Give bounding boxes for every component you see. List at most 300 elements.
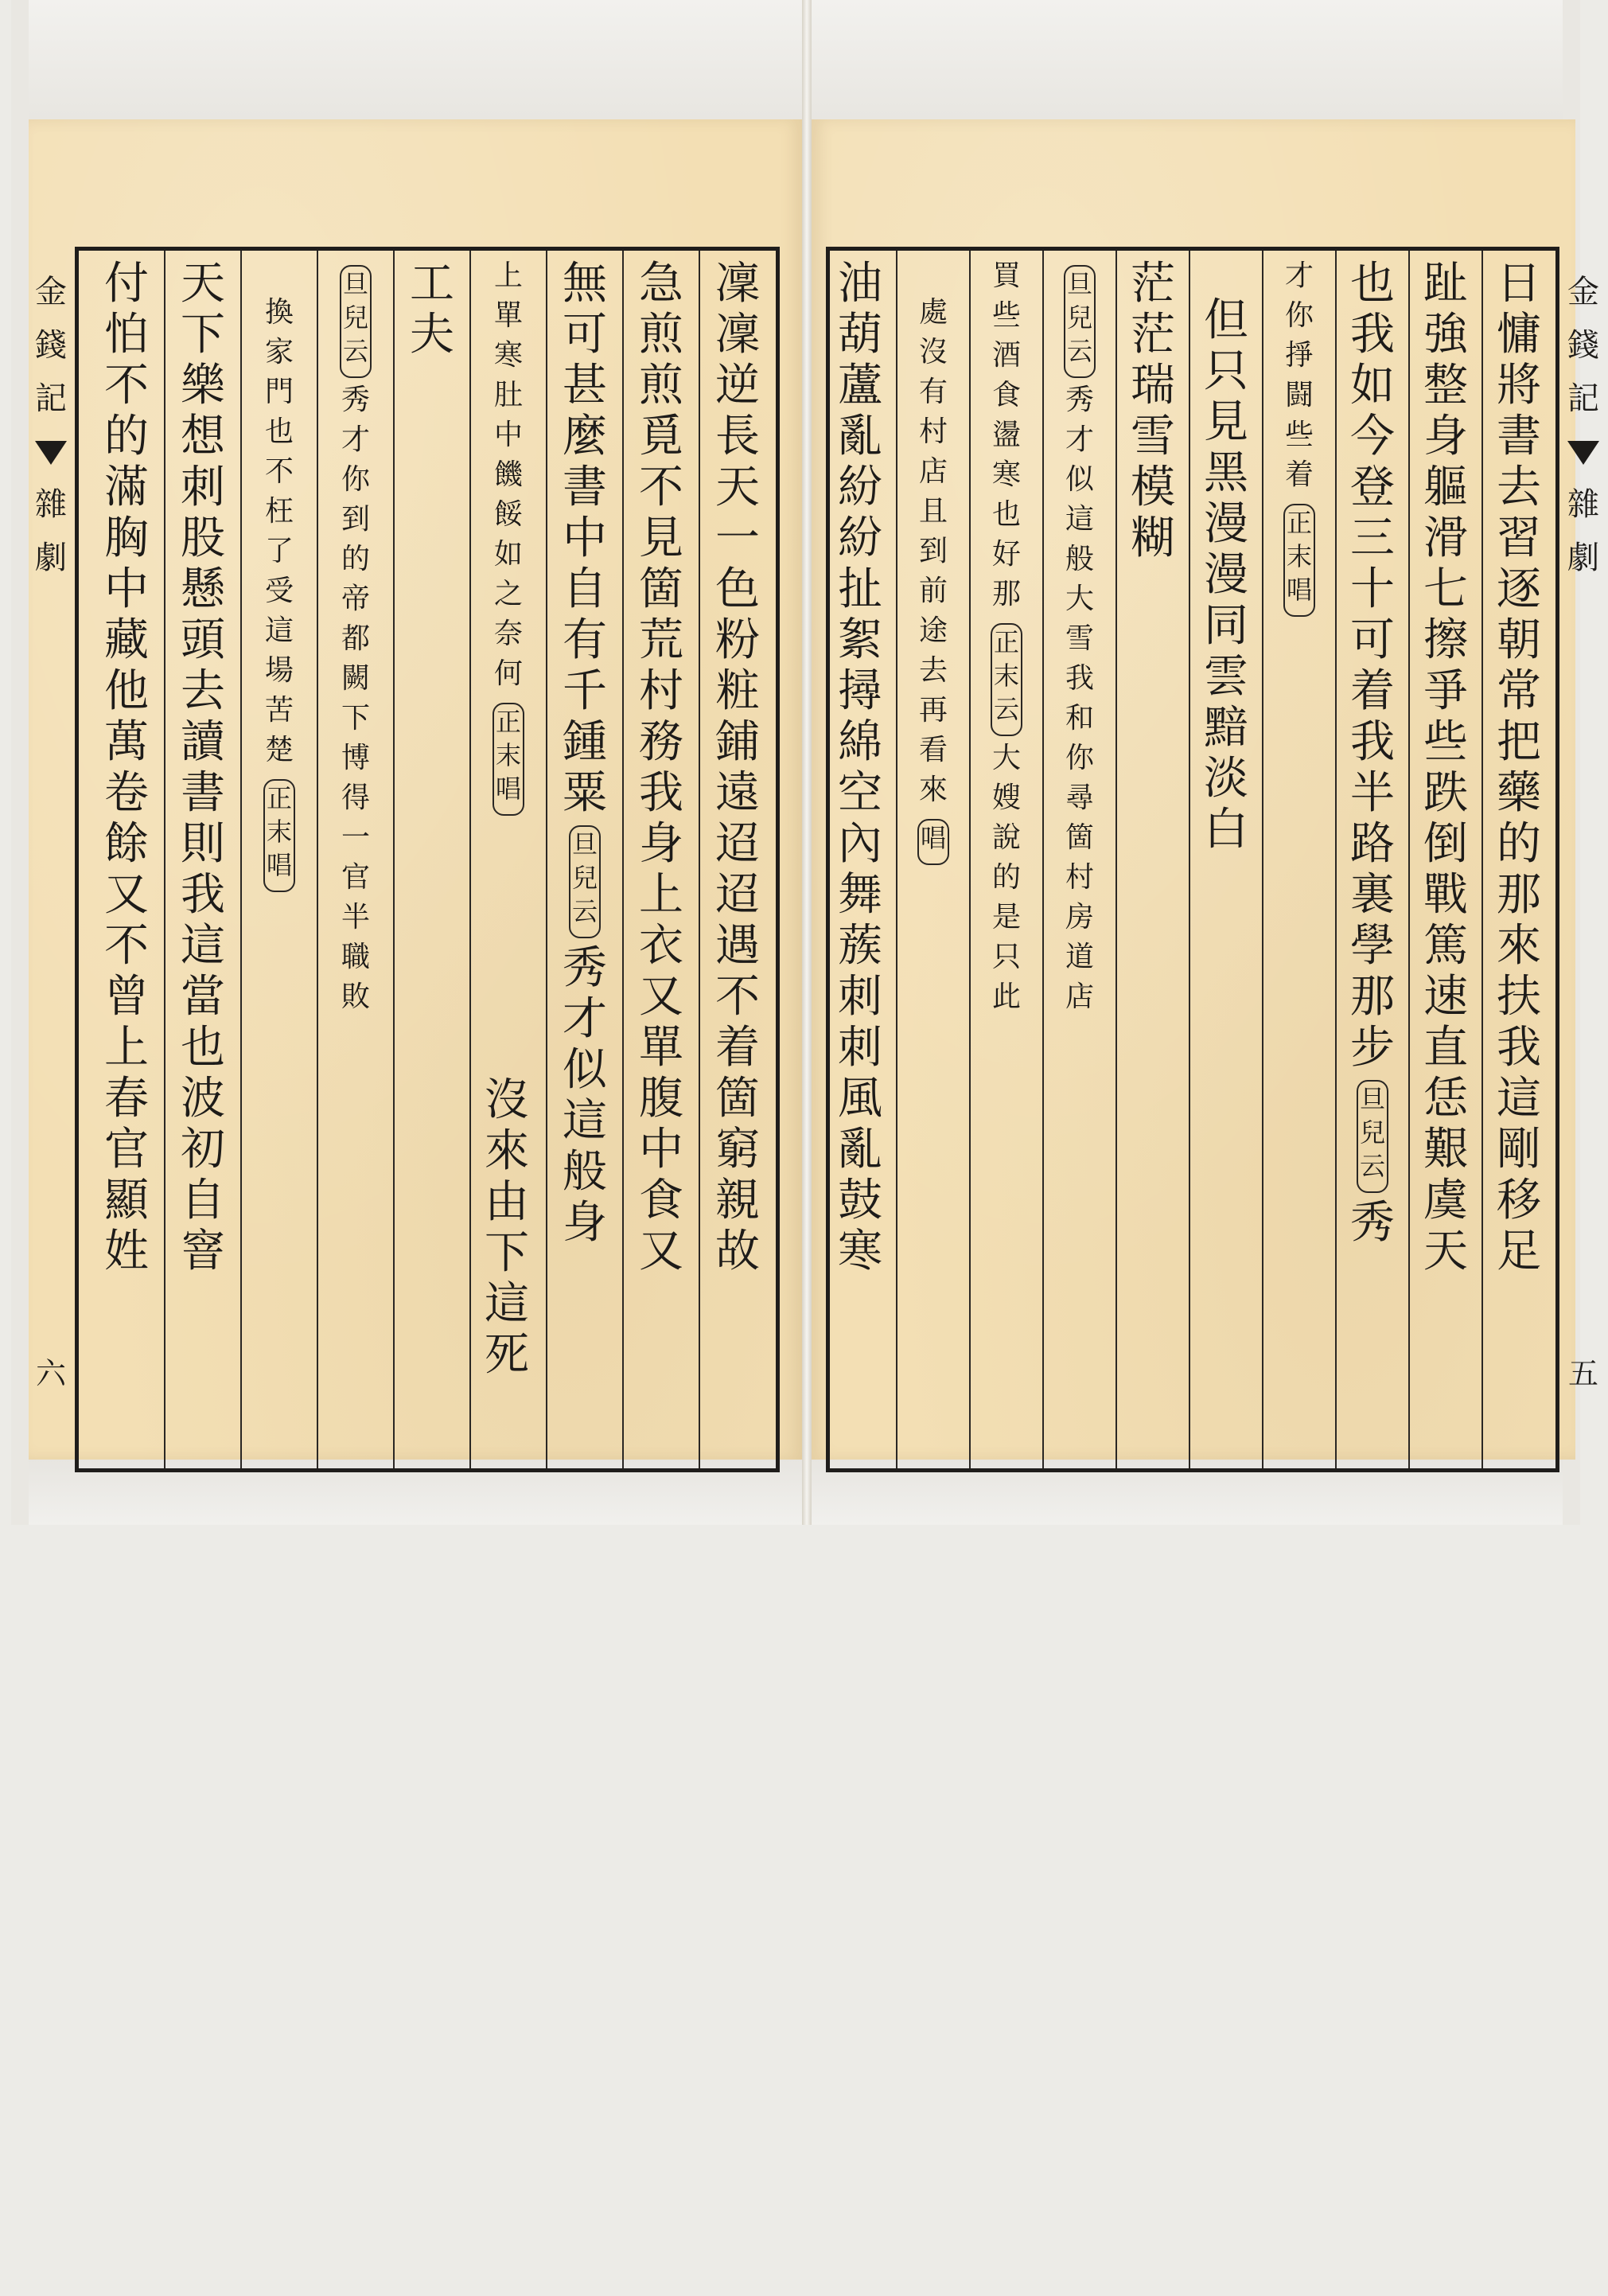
glyph: 也 (181, 1022, 225, 1074)
glyph: 金 (35, 274, 67, 310)
glyph: 鋪 (715, 716, 760, 768)
glyph: 書 (1497, 411, 1541, 462)
glyph: 篤 (1423, 920, 1468, 972)
glyph: 當 (181, 971, 225, 1023)
glyph: 此 (991, 980, 1021, 1013)
glyph: 正 (495, 707, 521, 737)
glyph: 刺 (838, 1022, 882, 1074)
glyph: 白 (1204, 804, 1248, 856)
glyph: 有 (918, 376, 948, 408)
glyph: 酒 (991, 339, 1021, 372)
glyph: 登 (1350, 462, 1395, 513)
glyph: 不 (104, 920, 149, 972)
glyph: 般 (1065, 543, 1094, 575)
glyph: 買 (991, 259, 1021, 292)
glyph: 上 (639, 869, 683, 921)
glyph: 寒 (991, 458, 1021, 491)
folio-number: 六 (35, 1356, 66, 1391)
glyph: 那 (1350, 971, 1395, 1023)
text-column (547, 251, 623, 1479)
glyph: 直 (1423, 1022, 1468, 1074)
glyph: 則 (181, 818, 225, 870)
glyph: 職 (341, 941, 370, 973)
glyph: 店 (918, 455, 948, 488)
text-column (699, 251, 776, 1479)
glyph: 身 (1423, 411, 1468, 462)
glyph: 這 (1497, 1073, 1541, 1125)
glyph: 這 (563, 1095, 607, 1147)
glyph: 我 (1065, 662, 1094, 695)
fishtail-mark-icon (35, 441, 67, 465)
right-text-frame (826, 247, 1599, 1472)
glyph: 旦 (1359, 1084, 1385, 1114)
glyph: 十 (1350, 563, 1395, 615)
glyph: 般 (563, 1146, 607, 1198)
glyph: 他 (104, 665, 149, 717)
glyph: 戰 (1423, 869, 1468, 921)
glyph: 舞 (838, 869, 882, 921)
glyph: 大 (991, 742, 1021, 774)
glyph: 村 (639, 665, 683, 717)
glyph: 才 (1284, 259, 1314, 292)
glyph: 鍾 (563, 716, 607, 768)
glyph: 如 (493, 538, 523, 571)
glyph: 苦 (264, 694, 294, 727)
glyph: 逆 (715, 360, 760, 411)
glyph: 不 (715, 971, 760, 1023)
glyph: 逐 (1497, 563, 1541, 615)
glyph: 的 (341, 543, 370, 575)
glyph: 店 (1065, 980, 1094, 1013)
glyph: 黑 (1204, 447, 1248, 499)
glyph: 云 (993, 694, 1019, 724)
glyph: 波 (181, 1073, 225, 1125)
glyph: 秀 (1350, 1197, 1395, 1249)
glyph: 糊 (1131, 513, 1175, 564)
glyph: 你 (341, 463, 370, 496)
glyph: 了 (264, 535, 294, 567)
glyph: 刺 (181, 462, 225, 513)
glyph: 半 (1350, 767, 1395, 819)
glyph: 些 (991, 299, 1021, 332)
glyph: 下 (485, 1227, 529, 1279)
page-edges-top (29, 0, 1563, 119)
glyph: 之 (493, 578, 523, 610)
text-column (823, 251, 897, 1479)
glyph: 艱 (1423, 1124, 1468, 1175)
glyph: 迢 (715, 818, 760, 870)
glyph: 上 (493, 259, 523, 292)
glyph: 中 (104, 563, 149, 615)
text-column (394, 251, 470, 1479)
glyph: 箇 (1065, 821, 1094, 854)
glyph: 懸 (181, 563, 225, 615)
glyph: 但 (1204, 294, 1248, 346)
glyph: 這 (181, 920, 225, 972)
glyph: 油 (838, 258, 882, 310)
glyph: 卷 (104, 767, 149, 819)
glyph: 去 (918, 654, 948, 687)
role-tag-box (569, 825, 601, 938)
glyph: 死 (485, 1329, 529, 1381)
glyph: 才 (563, 993, 607, 1045)
glyph: 末 (495, 740, 521, 770)
glyph: 秀 (1065, 384, 1094, 416)
glyph: 姓 (104, 1226, 149, 1277)
text-column (1116, 251, 1189, 1479)
glyph: 又 (639, 971, 683, 1023)
glyph: 前 (918, 575, 948, 607)
glyph: 這 (1065, 503, 1094, 536)
glyph: 兒 (571, 863, 598, 893)
glyph: 的 (1497, 818, 1541, 870)
glyph: 工 (410, 258, 454, 310)
glyph: 記 (1567, 380, 1599, 417)
center-heart-column (26, 267, 76, 1468)
glyph: 去 (1497, 462, 1541, 513)
glyph: 天 (1423, 1226, 1468, 1277)
glyph: 也 (991, 498, 1021, 531)
glyph: 正 (1286, 508, 1312, 538)
glyph: 敗 (341, 980, 370, 1013)
role-tag-box (1357, 1080, 1388, 1193)
glyph: 迢 (715, 869, 760, 921)
center-heart-column (1559, 267, 1608, 1468)
glyph: 讀 (181, 716, 225, 768)
left-text-frame (35, 247, 780, 1472)
glyph: 受 (264, 575, 294, 607)
glyph: 又 (639, 1226, 683, 1277)
glyph: 窮 (715, 1124, 760, 1175)
fishtail-mark-icon (1567, 441, 1599, 465)
glyph: 官 (341, 861, 370, 894)
glyph: 腹 (639, 1073, 683, 1125)
glyph: 爭 (1423, 665, 1468, 717)
glyph: 由 (485, 1176, 529, 1228)
glyph: 步 (1350, 1022, 1395, 1074)
glyph: 村 (1065, 861, 1094, 894)
glyph: 茫 (1131, 309, 1175, 361)
glyph: 盪 (991, 419, 1021, 451)
glyph: 身 (563, 1197, 607, 1249)
glyph: 一 (715, 513, 760, 564)
glyph: 速 (1423, 971, 1468, 1023)
glyph: 正 (993, 627, 1019, 657)
glyph: 可 (1350, 614, 1395, 666)
glyph: 鼓 (838, 1175, 882, 1226)
glyph: 把 (1497, 716, 1541, 768)
glyph: 刺 (838, 971, 882, 1023)
glyph: 務 (639, 716, 683, 768)
glyph: 麼 (563, 411, 607, 462)
glyph: 嫂 (991, 782, 1021, 814)
glyph: 單 (639, 1022, 683, 1074)
glyph: 兒 (342, 302, 368, 333)
glyph: 我 (639, 767, 683, 819)
glyph: 場 (264, 654, 294, 687)
glyph: 顯 (104, 1175, 149, 1226)
glyph: 扶 (1497, 971, 1541, 1023)
glyph: 漫 (1204, 549, 1248, 601)
glyph: 風 (838, 1073, 882, 1125)
glyph: 去 (181, 665, 225, 717)
glyph: 何 (493, 657, 523, 690)
glyph: 見 (639, 513, 683, 564)
glyph: 再 (918, 694, 948, 727)
glyph: 些 (1423, 716, 1468, 768)
glyph: 饑 (493, 458, 523, 491)
glyph: 蔟 (838, 920, 882, 972)
glyph: 着 (715, 1022, 760, 1074)
glyph: 胸 (104, 513, 149, 564)
glyph: 淡 (1204, 753, 1248, 805)
glyph: 你 (1284, 299, 1314, 332)
text-column (623, 251, 699, 1479)
glyph: 夫 (410, 309, 454, 361)
glyph: 錢 (1567, 327, 1599, 364)
glyph: 食 (639, 1175, 683, 1226)
glyph: 七 (1423, 563, 1468, 615)
glyph: 凜 (715, 309, 760, 361)
glyph: 我 (1350, 716, 1395, 768)
glyph: 紛 (838, 462, 882, 513)
glyph: 唱 (920, 823, 946, 853)
left-page (29, 119, 802, 1460)
glyph: 整 (1423, 360, 1468, 411)
glyph: 不 (639, 462, 683, 513)
glyph: 可 (563, 309, 607, 361)
glyph: 絮 (838, 614, 882, 666)
glyph: 同 (1204, 600, 1248, 652)
role-tag-box (263, 779, 295, 892)
glyph: 云 (1359, 1151, 1385, 1181)
glyph: 才 (1065, 423, 1094, 456)
glyph: 劇 (1567, 540, 1599, 576)
glyph: 中 (493, 419, 523, 451)
glyph: 色 (715, 563, 760, 615)
glyph: 樂 (181, 360, 225, 411)
glyph: 急 (639, 258, 683, 310)
glyph: 我 (181, 869, 225, 921)
glyph: 雪 (1065, 622, 1094, 655)
glyph: 處 (918, 296, 948, 329)
glyph: 說 (991, 821, 1021, 854)
glyph: 想 (181, 411, 225, 462)
text-column (897, 251, 970, 1516)
glyph: 虞 (1423, 1175, 1468, 1226)
book-gutter (802, 0, 812, 1525)
text-column (970, 251, 1043, 1479)
glyph: 沒 (918, 336, 948, 368)
glyph: 道 (1065, 941, 1094, 973)
glyph: 得 (341, 782, 370, 814)
glyph: 寒 (493, 339, 523, 372)
glyph: 如 (1350, 360, 1395, 411)
glyph: 倒 (1423, 818, 1468, 870)
glyph: 剛 (1497, 1124, 1541, 1175)
glyph: 春 (104, 1073, 149, 1125)
glyph: 千 (563, 665, 607, 717)
glyph: 跌 (1423, 767, 1468, 819)
glyph: 雜 (35, 486, 67, 523)
glyph: 着 (1350, 665, 1395, 717)
glyph: 雲 (1204, 651, 1248, 703)
glyph: 漫 (1204, 498, 1248, 550)
glyph: 綿 (838, 716, 882, 768)
glyph: 且 (918, 495, 948, 528)
glyph: 不 (104, 360, 149, 411)
glyph: 記 (35, 380, 67, 417)
glyph: 食 (991, 379, 1021, 411)
glyph: 到 (341, 503, 370, 536)
glyph: 故 (715, 1226, 760, 1277)
glyph: 身 (639, 818, 683, 870)
glyph: 下 (341, 702, 370, 735)
glyph: 內 (838, 818, 882, 870)
glyph: 見 (1204, 396, 1248, 448)
glyph: 的 (104, 411, 149, 462)
folio-number: 五 (1567, 1356, 1598, 1391)
glyph: 習 (1497, 513, 1541, 564)
glyph: 自 (563, 563, 607, 615)
glyph: 空 (838, 767, 882, 819)
glyph: 肚 (493, 379, 523, 411)
text-column (241, 251, 317, 1516)
glyph: 煎 (639, 309, 683, 361)
glyph: 曾 (104, 971, 149, 1023)
glyph: 餘 (104, 818, 149, 870)
glyph: 唱 (1286, 575, 1312, 605)
glyph: 長 (715, 411, 760, 462)
glyph: 房 (1065, 901, 1094, 934)
text-column (1263, 251, 1336, 1479)
glyph: 末 (1286, 541, 1312, 571)
glyph: 遠 (715, 767, 760, 819)
glyph: 枉 (264, 495, 294, 528)
glyph: 股 (181, 513, 225, 564)
glyph: 換 (264, 296, 294, 329)
glyph: 粉 (715, 614, 760, 666)
text-column-continuation (469, 251, 545, 2296)
glyph: 的 (991, 861, 1021, 894)
glyph: 那 (991, 578, 1021, 610)
glyph: 奈 (493, 618, 523, 650)
glyph: 來 (1497, 920, 1541, 972)
glyph: 天 (715, 462, 760, 513)
glyph: 趾 (1423, 258, 1468, 310)
glyph: 云 (1066, 336, 1092, 366)
glyph: 旦 (1066, 269, 1092, 299)
glyph: 村 (918, 415, 948, 448)
glyph: 箇 (715, 1073, 760, 1125)
glyph: 扯 (838, 563, 882, 615)
glyph: 日 (1497, 258, 1541, 310)
glyph: 凜 (715, 258, 760, 310)
glyph: 到 (918, 535, 948, 567)
glyph: 慵 (1497, 309, 1541, 361)
role-tag-box (340, 265, 372, 378)
glyph: 三 (1350, 513, 1395, 564)
glyph: 雜 (1567, 486, 1599, 523)
glyph: 亂 (838, 1124, 882, 1175)
glyph: 自 (181, 1175, 225, 1226)
glyph: 只 (991, 941, 1021, 973)
glyph: 付 (104, 258, 149, 310)
glyph: 頭 (181, 614, 225, 666)
glyph: 恁 (1423, 1073, 1468, 1125)
glyph: 單 (493, 299, 523, 332)
glyph: 瑞 (1131, 360, 1175, 411)
glyph: 今 (1350, 411, 1395, 462)
glyph: 家 (264, 336, 294, 368)
glyph: 旦 (342, 269, 368, 299)
glyph: 中 (563, 513, 607, 564)
glyph: 闘 (1284, 379, 1314, 411)
glyph: 劇 (35, 540, 67, 576)
glyph: 掙 (1284, 339, 1314, 372)
glyph: 沒 (485, 1074, 529, 1126)
glyph: 箇 (639, 563, 683, 615)
glyph: 秀 (341, 384, 370, 416)
glyph: 官 (104, 1124, 149, 1175)
glyph: 寒 (838, 1226, 882, 1277)
glyph: 楚 (264, 734, 294, 766)
glyph: 滿 (104, 462, 149, 513)
glyph: 亂 (838, 411, 882, 462)
text-column (88, 251, 165, 1479)
glyph: 你 (1065, 742, 1094, 774)
glyph: 朝 (1497, 614, 1541, 666)
glyph: 雪 (1131, 411, 1175, 462)
glyph: 途 (918, 614, 948, 647)
glyph: 滑 (1423, 513, 1468, 564)
glyph: 我 (1497, 1022, 1541, 1074)
glyph: 書 (181, 767, 225, 819)
glyph: 粟 (563, 767, 607, 819)
book-spread (11, 0, 1599, 1525)
glyph: 移 (1497, 1175, 1541, 1226)
glyph: 親 (715, 1175, 760, 1226)
text-column (317, 251, 394, 1479)
glyph: 學 (1350, 920, 1395, 972)
glyph: 是 (991, 901, 1021, 934)
glyph: 強 (1423, 309, 1468, 361)
text-column (1189, 251, 1263, 1516)
glyph: 遇 (715, 920, 760, 972)
glyph: 云 (342, 336, 368, 366)
glyph: 將 (1497, 360, 1541, 411)
glyph: 這 (485, 1278, 529, 1330)
glyph: 上 (104, 1022, 149, 1074)
glyph: 裏 (1350, 869, 1395, 921)
glyph: 覓 (639, 411, 683, 462)
right-page (812, 119, 1599, 1460)
glyph: 和 (1065, 702, 1094, 735)
glyph: 軀 (1423, 462, 1468, 513)
glyph: 兒 (1066, 302, 1092, 333)
glyph: 博 (341, 742, 370, 774)
glyph: 門 (264, 376, 294, 408)
glyph: 模 (1131, 462, 1175, 513)
glyph: 窨 (181, 1226, 225, 1277)
glyph: 唱 (266, 850, 292, 880)
glyph: 撏 (838, 665, 882, 717)
glyph: 常 (1497, 665, 1541, 717)
glyph: 秀 (563, 942, 607, 994)
glyph: 來 (918, 774, 948, 806)
glyph: 天 (181, 258, 225, 310)
glyph: 來 (485, 1125, 529, 1177)
